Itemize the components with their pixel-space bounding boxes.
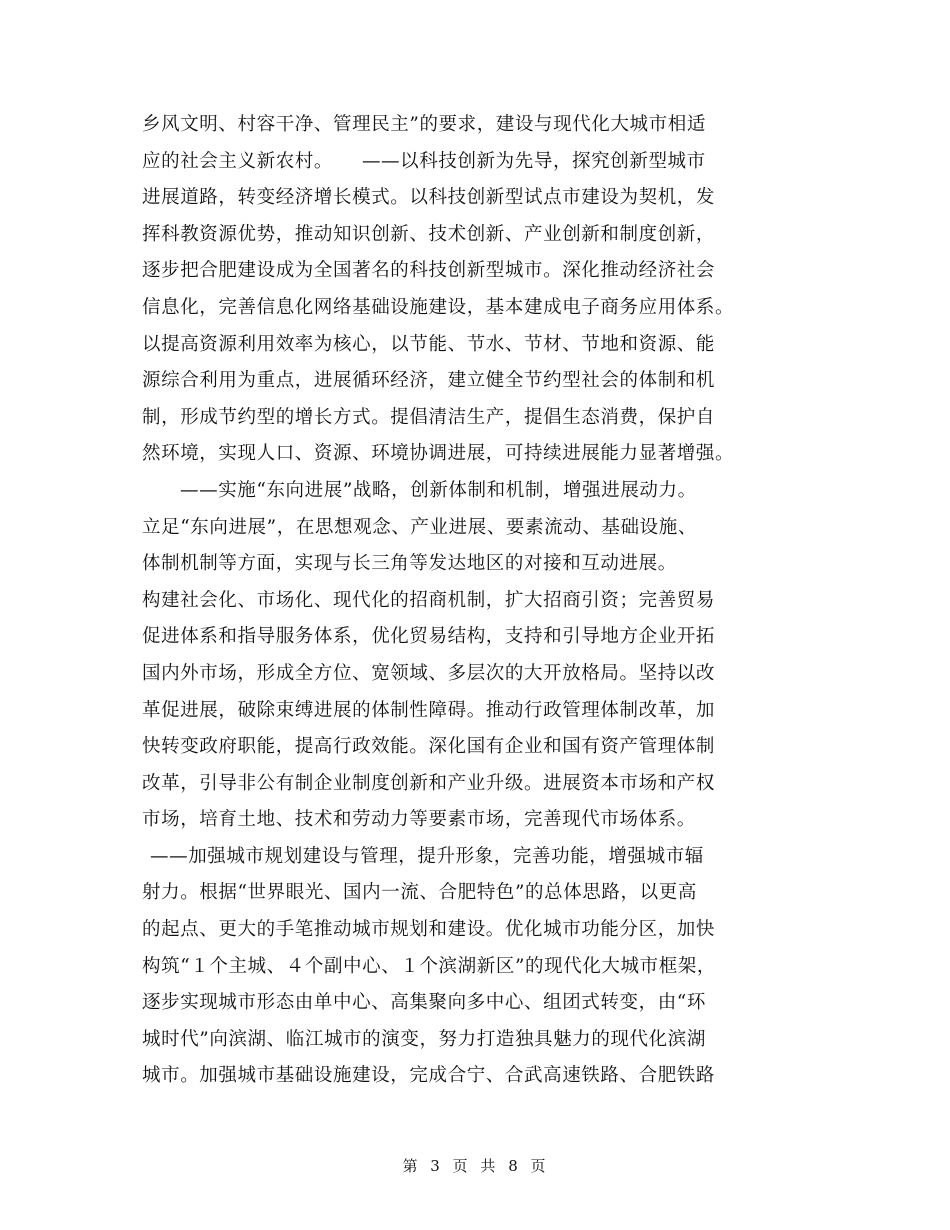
- text-line: 源综合利用为重点，进展循环经济，建立健全节约型社会的体制和机: [142, 370, 716, 392]
- total-pages-number: 8: [508, 1157, 520, 1175]
- footer-page-word: 页: [452, 1157, 470, 1175]
- text-line: 逐步把合肥建设成为全国著名的科技创新型城市。深化推动经济社会: [142, 260, 716, 282]
- footer-prefix: 第: [402, 1157, 420, 1175]
- text-line: 制，形成节约型的增长方式。提倡清洁生产，提倡生态消费，保护自: [142, 406, 716, 428]
- text-line: 体制机制等方面，实现与长三角等发达地区的对接和互动进展。: [142, 553, 677, 575]
- text-line: 城市。加强城市基础设施建设，完成合宁、合武高速铁路、合肥铁路: [142, 1065, 716, 1087]
- text-line: 应的社会主义新农村。 ——以科技创新为先导，探究创新型城市: [142, 150, 706, 172]
- text-line: 信息化，完善信息化网络基础设施建设，基本建成电子商务应用体系。: [142, 296, 735, 318]
- footer-total-word: 共: [480, 1157, 498, 1175]
- text-line: 构建社会化、市场化、现代化的招商机制，扩大招商引资；完善贸易: [142, 589, 716, 611]
- text-line: 促进体系和指导服务体系，优化贸易结构，支持和引导地方企业开拓: [142, 626, 716, 648]
- text-line: 挥科教资源优势，推动知识创新、技术创新、产业创新和制度创新，: [142, 223, 716, 245]
- text-line: 市场，培育土地、技术和劳动力等要素市场，完善现代市场体系。: [142, 809, 696, 831]
- text-line: 改革，引导非公有制企业制度创新和产业升级。进展资本市场和产权: [142, 772, 716, 794]
- text-line: 然环境，实现人口、资源、环境协调进展，可持续进展能力显著增强。: [142, 443, 735, 465]
- text-line: 逐步实现城市形态由单中心、高集聚向多中心、组团式转变，由“环: [142, 992, 706, 1014]
- text-line: ——实施“东向进展”战略，创新体制和机制，增强进展动力。: [180, 479, 697, 501]
- current-page-number: 3: [430, 1157, 442, 1175]
- body-text: [142, 107, 842, 1095]
- text-line: 构筑“１个主城、４个副中心、１个滨湖新区”的现代化大城市框架，: [142, 955, 717, 977]
- text-line: 以提高资源利用效率为核心，以节能、节水、节材、节地和资源、能: [142, 333, 716, 355]
- text-line: 城时代”向滨湖、临江城市的演变，努力打造独具魅力的现代化滨湖: [142, 1028, 706, 1050]
- text-line: 快转变政府职能，提高行政效能。深化国有企业和国有资产管理体制: [142, 736, 716, 758]
- footer-suffix: 页: [530, 1157, 548, 1175]
- text-line: 进展道路，转变经济增长模式。以科技创新型试点市建设为契机，发: [142, 187, 716, 209]
- text-line: 立足“东向进展”，在思想观念、产业进展、要素流动、基础设施、: [142, 516, 697, 538]
- text-line: ——加强城市规划建设与管理，提升形象，完善功能，增强城市辐: [150, 845, 704, 867]
- text-line: 的起点、更大的手笔推动城市规划和建设。优化城市功能分区，加快: [142, 919, 716, 941]
- page-footer: [0, 1155, 950, 1176]
- text-line: 乡风文明、村容干净、管理民主”的要求，建设与现代化大城市相适: [142, 114, 706, 135]
- text-line: 射力。根据“世界眼光、国内一流、合肥特色”的总体思路，以更高: [142, 882, 697, 904]
- text-line: 国内外市场，形成全方位、宽领域、多层次的大开放格局。坚持以改: [142, 662, 716, 684]
- text-line: 革促进展，破除束缚进展的体制性障碍。推动行政管理体制改革，加: [142, 699, 716, 721]
